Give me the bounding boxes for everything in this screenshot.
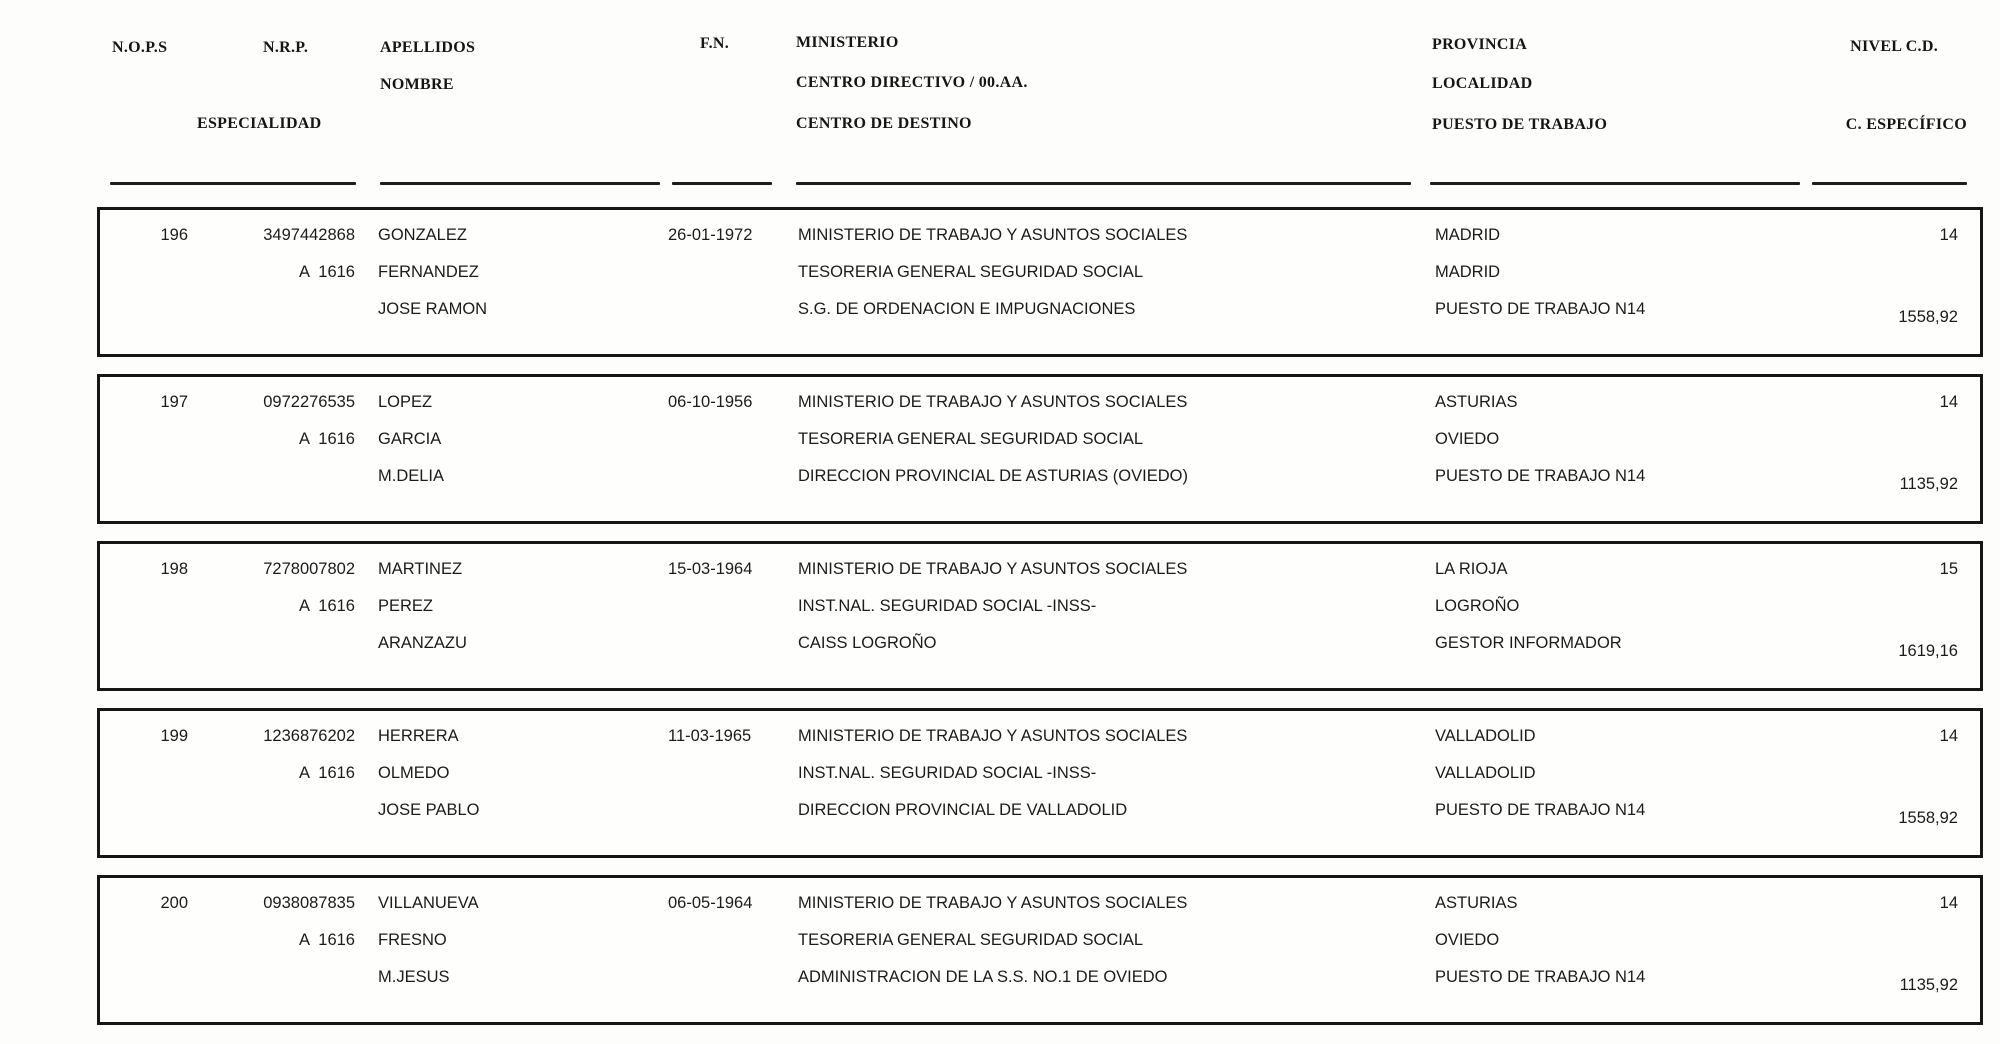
field-especialidad: A 1616: [299, 430, 355, 448]
header-rule-apellidos: [380, 182, 660, 185]
header-nivel: NIVEL C.D.: [1850, 38, 1938, 55]
field-provincia: ASTURIAS: [1435, 894, 1518, 912]
header-rule-nops: [110, 182, 356, 185]
field-localidad: LOGROÑO: [1435, 597, 1520, 615]
field-complemento-especifico: 1558,92: [1898, 809, 1958, 827]
field-centro-destino: CAISS LOGROÑO: [798, 634, 937, 652]
record-row: [97, 708, 1983, 858]
header-especialidad: ESPECIALIDAD: [197, 115, 322, 132]
field-provincia: VALLADOLID: [1435, 727, 1536, 745]
field-nivel-cd: 14: [1939, 894, 1958, 912]
field-fecha-nacimiento: 06-10-1956: [668, 393, 753, 411]
header-nrp: N.R.P.: [263, 39, 309, 56]
field-fecha-nacimiento: 26-01-1972: [668, 226, 753, 244]
field-fecha-nacimiento: 11-03-1965: [668, 727, 752, 745]
field-puesto-trabajo: PUESTO DE TRABAJO N14: [1435, 801, 1646, 819]
field-centro-directivo: TESORERIA GENERAL SEGURIDAD SOCIAL: [798, 430, 1144, 448]
field-localidad: OVIEDO: [1435, 931, 1500, 949]
field-nombre: M.JESUS: [378, 968, 450, 986]
record-row: [97, 875, 1983, 1025]
field-localidad: MADRID: [1435, 263, 1501, 281]
field-apellido1: LOPEZ: [378, 393, 433, 411]
record-row: [97, 207, 1983, 357]
header-ministerio: MINISTERIO: [796, 34, 899, 51]
field-centro-directivo: TESORERIA GENERAL SEGURIDAD SOCIAL: [798, 263, 1144, 281]
field-nops: 196: [160, 226, 188, 244]
field-ministerio: MINISTERIO DE TRABAJO Y ASUNTOS SOCIALES: [798, 393, 1188, 411]
field-puesto-trabajo: PUESTO DE TRABAJO N14: [1435, 467, 1646, 485]
field-apellido1: MARTINEZ: [378, 560, 463, 578]
field-nivel-cd: 14: [1939, 727, 1958, 745]
field-apellido2: GARCIA: [378, 430, 442, 448]
field-localidad: OVIEDO: [1435, 430, 1500, 448]
field-nombre: ARANZAZU: [378, 634, 467, 652]
header-localidad: LOCALIDAD: [1432, 75, 1533, 92]
header-nombre: NOMBRE: [380, 76, 454, 93]
record-row: [97, 374, 1983, 524]
field-especialidad: A 1616: [299, 597, 355, 615]
field-especialidad: A 1616: [299, 931, 355, 949]
field-centro-directivo: INST.NAL. SEGURIDAD SOCIAL -INSS-: [798, 764, 1097, 782]
field-fecha-nacimiento: 06-05-1964: [668, 894, 753, 912]
field-nops: 197: [160, 393, 188, 411]
field-nrp: 0938087835: [263, 894, 355, 912]
field-apellido2: FERNANDEZ: [378, 263, 479, 281]
header-puesto: PUESTO DE TRABAJO: [1432, 116, 1608, 133]
field-nops: 199: [160, 727, 188, 745]
field-apellido1: HERRERA: [378, 727, 459, 745]
field-centro-destino: DIRECCION PROVINCIAL DE VALLADOLID: [798, 801, 1128, 819]
field-complemento-especifico: 1619,16: [1898, 642, 1958, 660]
field-nombre: JOSE RAMON: [378, 300, 488, 318]
field-puesto-trabajo: GESTOR INFORMADOR: [1435, 634, 1622, 652]
header-provincia: PROVINCIA: [1432, 36, 1528, 53]
field-especialidad: A 1616: [299, 764, 355, 782]
header-rule-fn: [672, 182, 772, 185]
field-apellido2: FRESNO: [378, 931, 447, 949]
field-localidad: VALLADOLID: [1435, 764, 1536, 782]
field-nivel-cd: 14: [1939, 226, 1958, 244]
header-centro-directivo: CENTRO DIRECTIVO / 00.AA.: [796, 74, 1028, 91]
field-nivel-cd: 14: [1939, 393, 1958, 411]
field-nrp: 1236876202: [263, 727, 355, 745]
field-puesto-trabajo: PUESTO DE TRABAJO N14: [1435, 300, 1646, 318]
field-provincia: MADRID: [1435, 226, 1501, 244]
field-provincia: ASTURIAS: [1435, 393, 1518, 411]
field-apellido2: OLMEDO: [378, 764, 450, 782]
header-rule-nivel: [1812, 182, 1967, 185]
header-centro-destino: CENTRO DE DESTINO: [796, 115, 972, 132]
field-nombre: JOSE PABLO: [378, 801, 480, 819]
field-ministerio: MINISTERIO DE TRABAJO Y ASUNTOS SOCIALES: [798, 226, 1188, 244]
field-nrp: 3497442868: [263, 226, 355, 244]
field-nivel-cd: 15: [1939, 560, 1958, 578]
records-list: [97, 207, 1983, 1025]
header-rule-ministerio: [796, 182, 1411, 185]
header-fn: F.N.: [700, 35, 730, 52]
field-nrp: 7278007802: [263, 560, 355, 578]
header-rule-provincia: [1430, 182, 1800, 185]
field-provincia: LA RIOJA: [1435, 560, 1508, 578]
field-nops: 198: [160, 560, 188, 578]
field-fecha-nacimiento: 15-03-1964: [668, 560, 753, 578]
header-nops: N.O.P.S: [112, 39, 168, 56]
field-apellido1: VILLANUEVA: [378, 894, 479, 912]
field-nombre: M.DELIA: [378, 467, 445, 485]
header-apellidos: APELLIDOS: [380, 39, 476, 56]
field-centro-directivo: TESORERIA GENERAL SEGURIDAD SOCIAL: [798, 931, 1144, 949]
field-centro-destino: S.G. DE ORDENACION E IMPUGNACIONES: [798, 300, 1136, 318]
field-complemento-especifico: 1135,92: [1899, 475, 1958, 493]
field-ministerio: MINISTERIO DE TRABAJO Y ASUNTOS SOCIALES: [798, 894, 1188, 912]
field-centro-destino: DIRECCION PROVINCIAL DE ASTURIAS (OVIEDO): [798, 467, 1188, 485]
field-nops: 200: [160, 894, 188, 912]
field-apellido2: PEREZ: [378, 597, 434, 615]
record-row: [97, 541, 1983, 691]
field-nrp: 0972276535: [263, 393, 355, 411]
field-centro-destino: ADMINISTRACION DE LA S.S. NO.1 DE OVIEDO: [798, 968, 1168, 986]
field-ministerio: MINISTERIO DE TRABAJO Y ASUNTOS SOCIALES: [798, 560, 1188, 578]
header-especifico: C. ESPECÍFICO: [1845, 116, 1967, 133]
field-especialidad: A 1616: [299, 263, 355, 281]
field-complemento-especifico: 1135,92: [1899, 976, 1958, 994]
field-puesto-trabajo: PUESTO DE TRABAJO N14: [1435, 968, 1646, 986]
field-apellido1: GONZALEZ: [378, 226, 467, 244]
field-ministerio: MINISTERIO DE TRABAJO Y ASUNTOS SOCIALES: [798, 727, 1188, 745]
field-centro-directivo: INST.NAL. SEGURIDAD SOCIAL -INSS-: [798, 597, 1097, 615]
field-complemento-especifico: 1558,92: [1898, 308, 1958, 326]
